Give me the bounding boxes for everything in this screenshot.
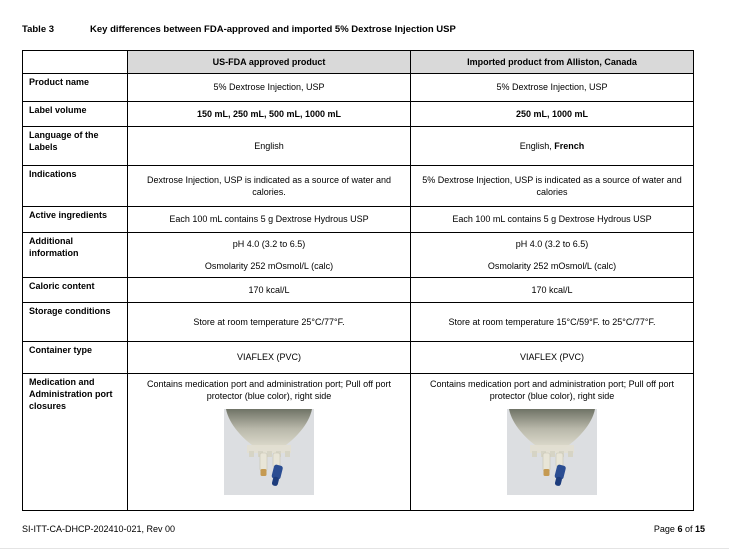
medication-port [543, 453, 550, 471]
of-word: of [682, 524, 695, 534]
table-row [23, 207, 694, 233]
table-row [23, 233, 694, 278]
table-row [23, 127, 694, 166]
imported-ph-line: pH 4.0 (3.2 to 6.5) [515, 238, 589, 249]
page-number [654, 524, 705, 534]
page-word: Page [653, 524, 678, 534]
us-container-type: VIAFLEX (PVC) [128, 342, 411, 374]
table-row [23, 374, 694, 511]
medication-port [260, 453, 267, 471]
us-caloric-content: 170 kcal/L [128, 278, 411, 303]
page-bottom-rule [0, 548, 729, 549]
imported-indications: 5% Dextrose Injection, USP is indicated as a source of water and calories [411, 166, 694, 207]
imported-product-name: 5% Dextrose Injection, USP [411, 74, 694, 102]
imported-language-plain: English, [519, 140, 555, 151]
table-row [23, 74, 694, 102]
imported-storage-conditions: Store at room temperature 15°C/59°F. to 25°C/77°F. [411, 303, 694, 342]
us-port-closures [128, 374, 411, 511]
imported-label-volume: 250 mL, 1000 mL [411, 102, 694, 127]
medication-port-tip [544, 469, 550, 476]
row-label-additional-info: Additional information [23, 233, 128, 278]
table-row [23, 102, 694, 127]
imported-port-closures [411, 374, 694, 511]
us-label-volume: 150 mL, 250 mL, 500 mL, 1000 mL [128, 102, 411, 127]
row-label-language: Language of the Labels [23, 127, 128, 166]
medication-port-tip [261, 469, 267, 476]
us-storage-conditions: Store at room temperature 25°C/77°F. [128, 303, 411, 342]
us-language: English [128, 127, 411, 166]
row-label-container-type: Container type [23, 342, 128, 374]
imported-container-type: VIAFLEX (PVC) [411, 342, 694, 374]
row-label-storage-conditions: Storage conditions [23, 303, 128, 342]
table-title [22, 24, 456, 35]
us-active-ingredients: Each 100 mL contains 5 g Dextrose Hydrous USP [128, 207, 411, 233]
iv-bag-photo [507, 409, 597, 495]
row-label-active-ingredients: Active ingredients [23, 207, 128, 233]
row-label-port-closures: Medication and Administration port closures [23, 374, 128, 511]
imported-additional-info [411, 233, 694, 278]
imported-caloric-content: 170 kcal/L [411, 278, 694, 303]
table-row [23, 166, 694, 207]
us-ph-line: pH 4.0 (3.2 to 6.5) [232, 238, 306, 249]
table-row [23, 303, 694, 342]
imported-active-ingredients: Each 100 mL contains 5 g Dextrose Hydrous USP [411, 207, 694, 233]
table-header-row [23, 51, 694, 74]
header-corner-cell [23, 51, 128, 74]
page-current: 6 [677, 524, 683, 534]
table-number: Table 3 [22, 24, 55, 35]
table-row [23, 342, 694, 374]
row-label-label-volume: Label volume [23, 102, 128, 127]
table-caption: Key differences between FDA-approved and imported 5% Dextrose Injection USP [90, 24, 456, 35]
document-id: SI-ITT-CA-DHCP-202410-021, Rev 00 [22, 524, 176, 534]
imported-language [411, 127, 694, 166]
table-row [23, 278, 694, 303]
us-product-name: 5% Dextrose Injection, USP [128, 74, 411, 102]
row-label-caloric-content: Caloric content [23, 278, 128, 303]
row-label-product-name: Product name [23, 74, 128, 102]
us-osmolarity-line: Osmolarity 252 mOsmol/L (calc) [204, 261, 334, 271]
us-additional-info [128, 233, 411, 278]
page-total: 15 [694, 524, 705, 534]
imported-port-closures-text: Contains medication port and administration port; Pull off port protector (blue color), right side [430, 379, 674, 402]
us-indications: Dextrose Injection, USP is indicated as a source of water and calories. [128, 166, 411, 207]
header-us-fda: US-FDA approved product [128, 51, 411, 74]
iv-bag-photo [224, 409, 314, 495]
comparison-table [22, 50, 694, 511]
imported-osmolarity-line: Osmolarity 252 mOsmol/L (calc) [487, 261, 617, 271]
row-label-indications: Indications [23, 166, 128, 207]
header-imported: Imported product from Alliston, Canada [411, 51, 694, 74]
imported-language-bold: French [554, 140, 585, 151]
us-port-closures-text: Contains medication port and administration port; Pull off port protector (blue color), right side [147, 379, 391, 402]
